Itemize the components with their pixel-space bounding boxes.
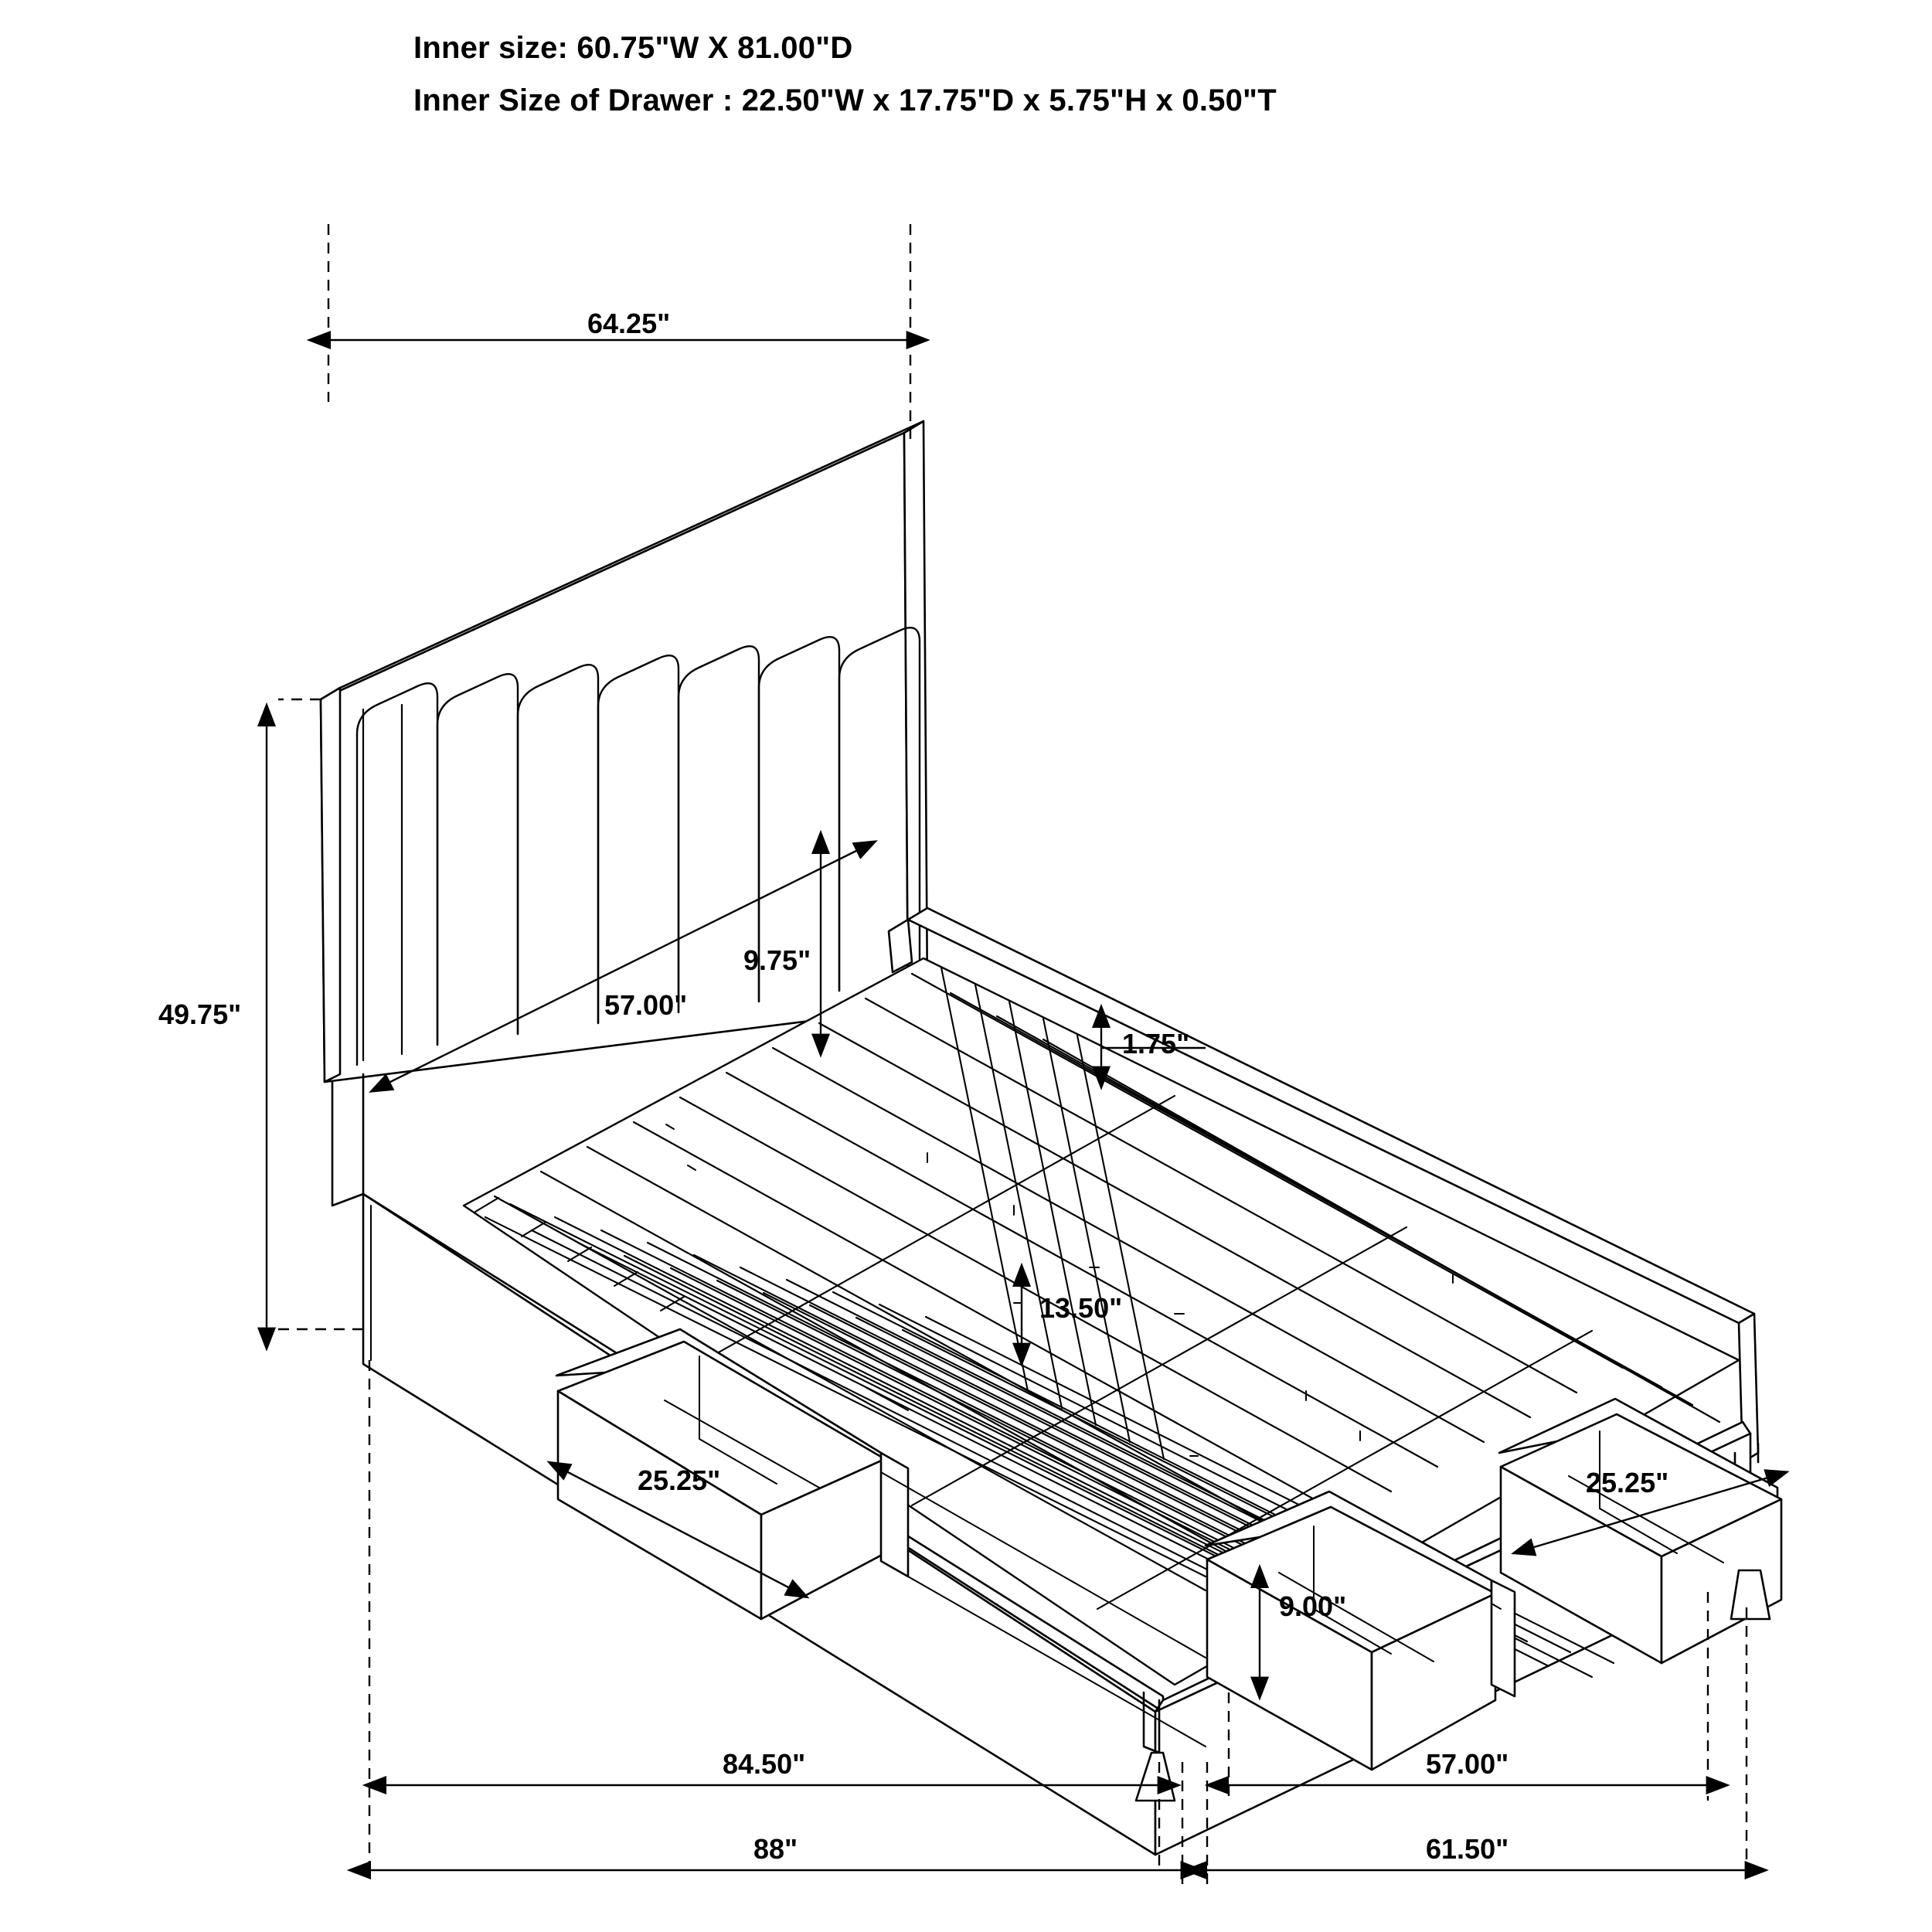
dim-bed-side-length: 84.50"	[723, 1748, 806, 1780]
dim-footboard-width: 57.00"	[1426, 1748, 1509, 1780]
dim-slat-thickness: 1.75"	[1122, 1028, 1190, 1060]
dim-headboard-to-deck-drop: 9.75"	[743, 944, 811, 976]
dim-drawer-face-height: 9.00"	[1279, 1590, 1347, 1622]
dim-left-drawer-depth: 25.25"	[638, 1464, 721, 1496]
dim-deck-to-floor-clearance: 13.50"	[1039, 1292, 1123, 1324]
dim-right-drawer-depth: 25.25"	[1586, 1467, 1669, 1498]
dim-overall-height: 49.75"	[158, 998, 242, 1030]
dim-headboard-overall-width: 64.25"	[587, 308, 671, 339]
inner-drawer-size-text: Inner Size of Drawer : 22.50"W x 17.75"D x 5.75"H x 0.50"T	[413, 83, 1277, 117]
dim-headboard-panel-width: 57.00"	[604, 989, 688, 1021]
dim-overall-length: 88"	[753, 1833, 798, 1865]
inner-size-text: Inner size: 60.75"W X 81.00"D	[413, 31, 853, 65]
dim-overall-width: 61.50"	[1426, 1833, 1509, 1865]
